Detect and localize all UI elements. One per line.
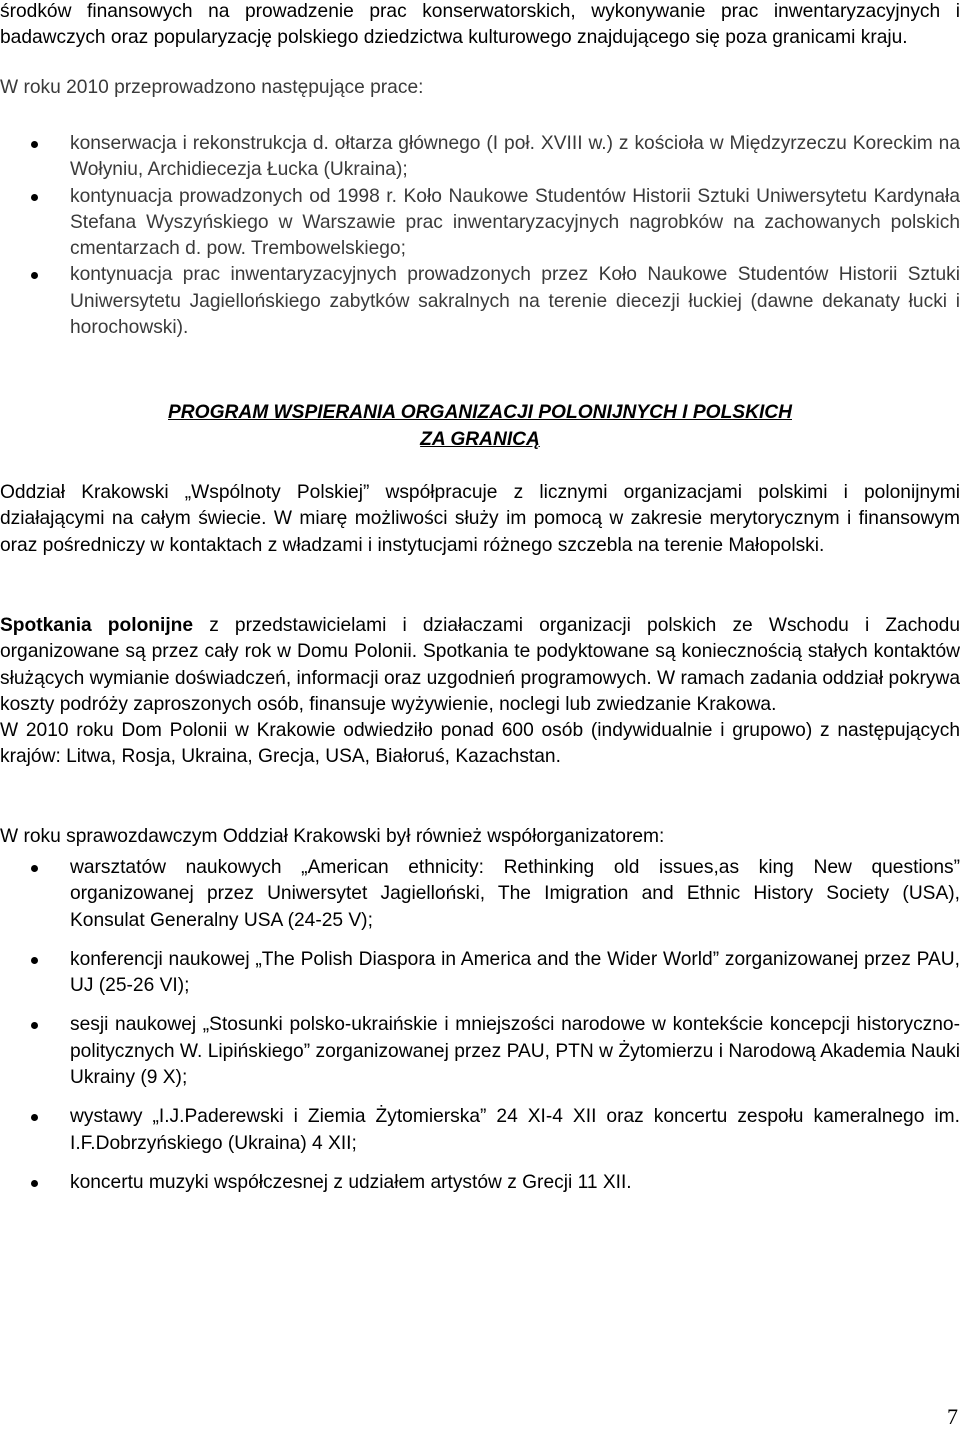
list-item-text: konferencji naukowej „The Polish Diaspora in America and the Wider World” zorganizowanej przez PAU, UJ (25-26 VI); <box>70 948 960 997</box>
list-item-text: warsztatów naukowych „American ethnicity: Rethinking old issues,as king New questions” organizowanej przez Uniwersytet Jagielloński, The Imigration and Ethnic History Society (USA), Konsulat Generalny USA (24-25 V); <box>70 857 960 931</box>
bullet-icon <box>31 194 38 201</box>
spotkania-text: z przedstawicielami i działaczami organizacji polskich ze Wschodu i Zachodu organizowane są przez cały rok w Domu Polonii. Spotkania te podyktowane są koniecznością stałych kontaktów służących wymianie doświadczeń, informacji oraz uzgodnień programowych. W ramach zadania oddział pokrywa koszty podróży zaproszonych osób, finansuje wyżywienie, noclegi lub zwiedzanie Krakowa. <box>0 615 960 715</box>
list-item-text: sesji naukowej „Stosunki polsko-ukraińskie i mniejszości narodowe w kontekście koncepcji historyczno-politycznych W. Lipińskiego” zorganizowanej przez PAU, PTN w Żytomierzu i Narodową Akademia Nauki Ukrainy (9 X); <box>70 1014 960 1089</box>
list-item-text: koncertu muzyki współczesnej z udziałem artystów z Grecji 11 XII. <box>70 1171 632 1193</box>
oddzial-paragraph: Oddział Krakowski „Wspólnoty Polskiej” współpracuje z licznymi organizacjami polskimi i polonijnymi działającymi na całym świecie. W miarę możliwości służy im pomocą w zakresie merytorycznym i finansowym oraz pośredniczy w kontaktach z władzami i instytucjami różnego szczebla na terenie Małopolski. <box>0 482 960 556</box>
list-item <box>0 131 960 184</box>
list-item <box>0 855 960 934</box>
list-item-text: konserwacja i rekonstrukcja d. ołtarza głównego (I poł. XVIII w.) z kościoła w Międzyrzeczu Koreckim na Wołyniu, Archidiecezja Łucka (Ukraina); <box>70 133 960 181</box>
list-item-text: wystawy „I.J.Paderewski i Ziemia Żytomierska” 24 XI-4 XII oraz koncertu zespołu kameralnego im. I.F.Dobrzyńskiego (Ukraina) 4 XII; <box>70 1106 960 1154</box>
heading-line-2: ZA GRANICĄ <box>420 428 540 450</box>
bullet-icon <box>31 141 38 148</box>
list-item <box>0 947 960 1000</box>
bullet-icon <box>31 1180 38 1187</box>
heading-line-1: PROGRAM WSPIERANIA ORGANIZACJI POLONIJNYCH I POLSKICH <box>168 402 792 423</box>
spotkania-paragraph <box>0 613 960 718</box>
coorg-intro: W roku sprawozdawczym Oddział Krakowski był również współorganizatorem: <box>0 826 665 847</box>
list-item <box>0 1104 960 1157</box>
spotkania-paragraph-block <box>0 613 960 771</box>
top-paragraph: środków finansowych na prowadzenie prac konserwatorskich, wykonywanie prac inwentaryzacyjnych i badawczych oraz popularyzację polskiego dziedzictwa kulturowego znajdującego się poza granicami kraju. <box>0 1 960 49</box>
list-item <box>0 184 960 263</box>
visits-paragraph: W 2010 roku Dom Polonii w Krakowie odwiedziło ponad 600 osób (indywidualnie i grupowo) z następujących krajów: Litwa, Rosja, Ukraina, Grecja, USA, Białoruś, Kazachstan. <box>0 720 960 768</box>
oddzial-paragraph-block <box>0 480 960 559</box>
spotkania-bold: Spotkania polonijne <box>0 615 194 636</box>
works-list <box>0 131 960 341</box>
bullet-icon <box>31 865 38 872</box>
top-paragraph-block <box>0 0 960 52</box>
coorg-list <box>0 855 960 1196</box>
list-item <box>0 262 960 341</box>
works-section <box>0 75 960 101</box>
list-item-text: kontynuacja prowadzonych od 1998 r. Koło Naukowe Studentów Historii Sztuki Uniwersytetu Kardynała Stefana Wyszyńskiego w Warszawie prac inwentaryzacyjnych nagrobków na zachowanych polskich cmentarzach d. pow. Trembowelskiego; <box>70 185 960 260</box>
list-item <box>0 1170 960 1196</box>
bullet-icon <box>31 272 38 279</box>
list-item <box>0 1012 960 1091</box>
works-intro: W roku 2010 przeprowadzono następujące prace: <box>0 77 424 98</box>
bullet-icon <box>31 957 38 964</box>
coorg-section <box>0 824 960 850</box>
section-heading <box>0 400 960 453</box>
list-item-text: kontynuacja prac inwentaryzacyjnych prowadzonych przez Koło Naukowe Studentów Historii Sztuki Uniwersytetu Jagiellońskiego zabytków sakralnych na terenie diecezji łuckiej (dawne dekanaty łucki i horochowski). <box>70 264 960 339</box>
page-number: 7 <box>947 1404 958 1429</box>
bullet-icon <box>31 1022 38 1029</box>
bullet-icon <box>31 1114 38 1121</box>
